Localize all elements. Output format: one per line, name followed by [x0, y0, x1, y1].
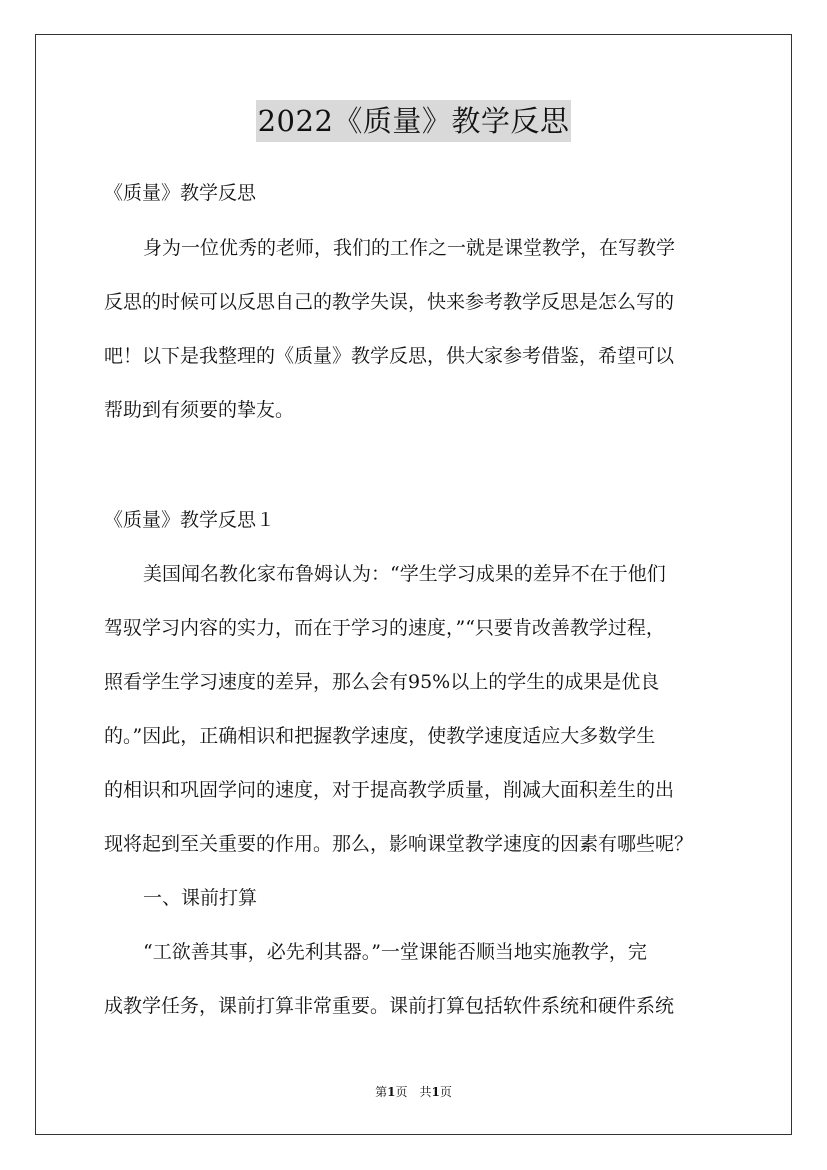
- section2-line-1: “工欲善其事，必先利其器。”一堂课能否顺当地实施教学，完: [143, 941, 647, 963]
- document-title: 2022《质量》教学反思: [256, 100, 572, 142]
- section1-line-6: 现将起到至关重要的作用。那么，影响课堂教学速度的因素有哪些呢？: [104, 833, 694, 855]
- intro-line-3: 吧！以下是我整理的《质量》教学反思，供大家参考借鉴，希望可以: [104, 345, 675, 367]
- footer-suffix: 页: [439, 1085, 452, 1099]
- subheading-1: 一、课前打算: [143, 887, 258, 909]
- section2-line-2: 成教学任务，课前打算非常重要。课前打算包括软件系统和硬件系统: [104, 995, 675, 1017]
- intro-line-4: 帮助到有须要的挚友。: [104, 399, 295, 421]
- footer-prefix: 第: [375, 1085, 388, 1099]
- section1-line-4: 的。”因此，正确相识和把握教学速度，使教学速度适应大多数学生: [104, 725, 656, 747]
- subtitle: 《质量》教学反思: [104, 182, 257, 204]
- title-container: [0, 100, 827, 142]
- section1-line-1: 美国闻名教化家布鲁姆认为：“学生学习成果的差异不在于他们: [143, 563, 666, 585]
- section1-line-5: 的相识和巩固学问的速度，对于提高教学质量，削减大面积差生的出: [104, 779, 675, 801]
- page-footer: [0, 1083, 827, 1100]
- section1-line-3: 照看学生学习速度的差异，那么会有95%以上的学生的成果是优良: [104, 671, 660, 693]
- section1-heading: 《质量》教学反思１: [104, 509, 276, 531]
- intro-line-1: 身为一位优秀的老师，我们的工作之一就是课堂教学，在写教学: [143, 237, 676, 259]
- footer-mid: 页 共: [395, 1085, 432, 1099]
- footer-page-number: 1: [387, 1085, 396, 1099]
- footer-page-total: 1: [431, 1085, 440, 1099]
- intro-line-2: 反思的时候可以反思自己的教学失误，快来参考教学反思是怎么写的: [104, 291, 675, 313]
- section1-line-2: 驾驭学习内容的实力，而在于学习的速度，”“只要肯改善教学过程，: [104, 617, 665, 639]
